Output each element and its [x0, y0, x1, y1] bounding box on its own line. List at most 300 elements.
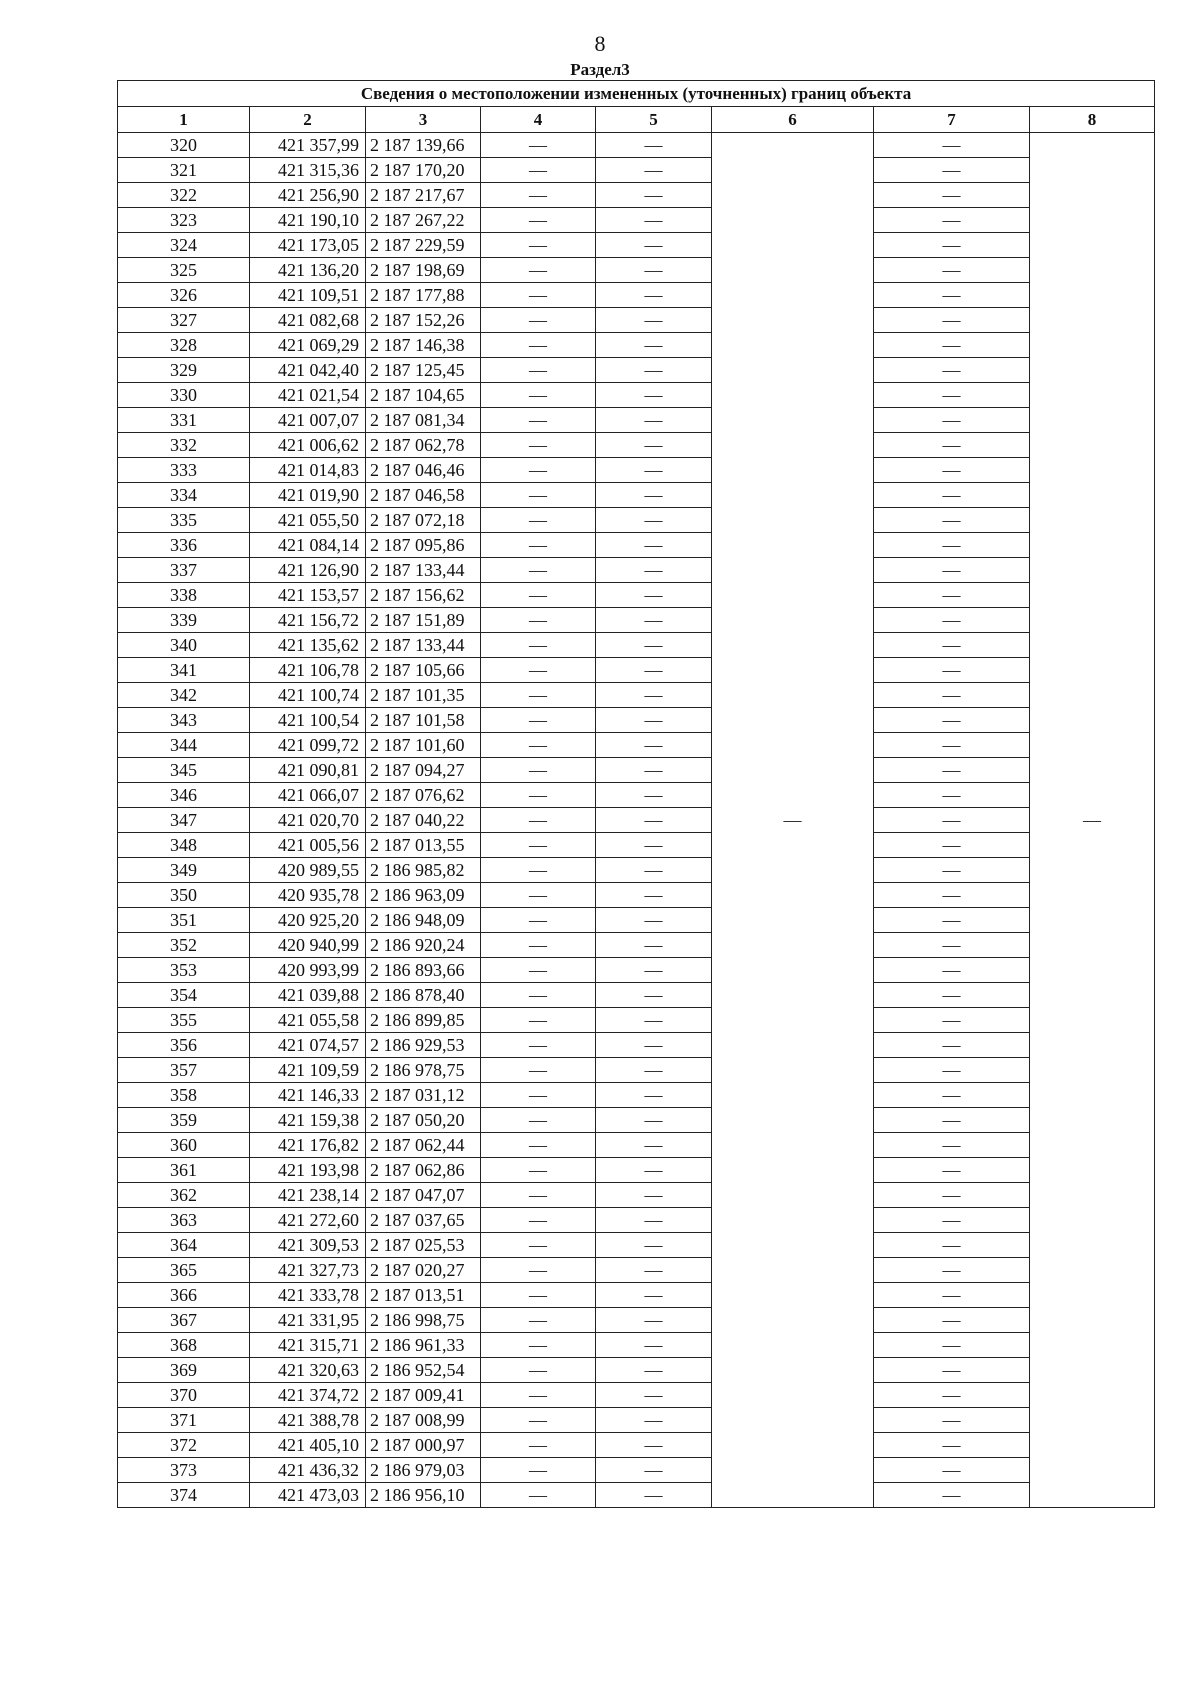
- column-5-dash-cell: —: [596, 683, 712, 708]
- point-number-cell: 351: [118, 908, 250, 933]
- column-7-dash-cell: —: [874, 733, 1030, 758]
- column-header: 7: [874, 107, 1030, 133]
- column-header: 2: [250, 107, 366, 133]
- column-4-dash-cell: —: [481, 1308, 596, 1333]
- point-number-cell: 362: [118, 1183, 250, 1208]
- y-coordinate-cell: 2 187 020,27: [366, 1258, 481, 1283]
- column-5-dash-cell: —: [596, 733, 712, 758]
- y-coordinate-cell: 2 187 008,99: [366, 1408, 481, 1433]
- column-5-dash-cell: —: [596, 908, 712, 933]
- column-4-dash-cell: —: [481, 1333, 596, 1358]
- column-5-dash-cell: —: [596, 183, 712, 208]
- column-5-dash-cell: —: [596, 708, 712, 733]
- column-7-dash-cell: —: [874, 908, 1030, 933]
- x-coordinate-cell: 421 014,83: [250, 458, 366, 483]
- table-row: [118, 1233, 1155, 1258]
- y-coordinate-cell: 2 186 963,09: [366, 883, 481, 908]
- column-7-dash-cell: —: [874, 433, 1030, 458]
- x-coordinate-cell: 421 019,90: [250, 483, 366, 508]
- x-coordinate-cell: 421 005,56: [250, 833, 366, 858]
- column-5-dash-cell: —: [596, 1333, 712, 1358]
- y-coordinate-cell: 2 187 046,46: [366, 458, 481, 483]
- table-row: [118, 1433, 1155, 1458]
- x-coordinate-cell: 421 021,54: [250, 383, 366, 408]
- column-4-dash-cell: —: [481, 733, 596, 758]
- x-coordinate-cell: 421 156,72: [250, 608, 366, 633]
- column-4-dash-cell: —: [481, 658, 596, 683]
- column-4-dash-cell: —: [481, 383, 596, 408]
- column-4-dash-cell: —: [481, 1383, 596, 1408]
- point-number-cell: 338: [118, 583, 250, 608]
- point-number-cell: 323: [118, 208, 250, 233]
- x-coordinate-cell: 421 388,78: [250, 1408, 366, 1433]
- y-coordinate-cell: 2 187 040,22: [366, 808, 481, 833]
- column-4-dash-cell: —: [481, 1258, 596, 1283]
- point-number-cell: 343: [118, 708, 250, 733]
- column-4-dash-cell: —: [481, 1133, 596, 1158]
- x-coordinate-cell: 421 055,58: [250, 1008, 366, 1033]
- column-4-dash-cell: —: [481, 958, 596, 983]
- point-number-cell: 374: [118, 1483, 250, 1508]
- column-5-dash-cell: —: [596, 983, 712, 1008]
- column-6-merged-cell: —: [712, 133, 874, 1508]
- column-7-dash-cell: —: [874, 1083, 1030, 1108]
- y-coordinate-cell: 2 186 978,75: [366, 1058, 481, 1083]
- table-row: [118, 1283, 1155, 1308]
- column-7-dash-cell: —: [874, 933, 1030, 958]
- y-coordinate-cell: 2 186 878,40: [366, 983, 481, 1008]
- column-5-dash-cell: —: [596, 1108, 712, 1133]
- table-row: [118, 408, 1155, 433]
- table-row: [118, 533, 1155, 558]
- column-5-dash-cell: —: [596, 483, 712, 508]
- point-number-cell: 346: [118, 783, 250, 808]
- table-row: [118, 258, 1155, 283]
- column-4-dash-cell: —: [481, 1233, 596, 1258]
- column-7-dash-cell: —: [874, 208, 1030, 233]
- column-5-dash-cell: —: [596, 233, 712, 258]
- y-coordinate-cell: 2 186 948,09: [366, 908, 481, 933]
- column-7-dash-cell: —: [874, 1383, 1030, 1408]
- point-number-cell: 360: [118, 1133, 250, 1158]
- column-7-dash-cell: —: [874, 1333, 1030, 1358]
- column-4-dash-cell: —: [481, 583, 596, 608]
- y-coordinate-cell: 2 187 133,44: [366, 633, 481, 658]
- column-4-dash-cell: —: [481, 408, 596, 433]
- column-5-dash-cell: —: [596, 658, 712, 683]
- x-coordinate-cell: 421 084,14: [250, 533, 366, 558]
- column-7-dash-cell: —: [874, 1183, 1030, 1208]
- column-7-dash-cell: —: [874, 983, 1030, 1008]
- table-row: [118, 308, 1155, 333]
- column-7-dash-cell: —: [874, 858, 1030, 883]
- column-7-dash-cell: —: [874, 358, 1030, 383]
- table-row: [118, 983, 1155, 1008]
- column-7-dash-cell: —: [874, 233, 1030, 258]
- point-number-cell: 322: [118, 183, 250, 208]
- table-row: [118, 1158, 1155, 1183]
- point-number-cell: 359: [118, 1108, 250, 1133]
- point-number-cell: 352: [118, 933, 250, 958]
- y-coordinate-cell: 2 186 899,85: [366, 1008, 481, 1033]
- x-coordinate-cell: 421 272,60: [250, 1208, 366, 1233]
- table-row: [118, 1458, 1155, 1483]
- column-5-dash-cell: —: [596, 1283, 712, 1308]
- table-row: [118, 1258, 1155, 1283]
- x-coordinate-cell: 421 357,99: [250, 133, 366, 158]
- column-7-dash-cell: —: [874, 1208, 1030, 1233]
- column-7-dash-cell: —: [874, 308, 1030, 333]
- y-coordinate-cell: 2 187 146,38: [366, 333, 481, 358]
- column-4-dash-cell: —: [481, 1083, 596, 1108]
- column-4-dash-cell: —: [481, 283, 596, 308]
- column-5-dash-cell: —: [596, 858, 712, 883]
- column-4-dash-cell: —: [481, 1458, 596, 1483]
- x-coordinate-cell: 421 315,71: [250, 1333, 366, 1358]
- x-coordinate-cell: 421 436,32: [250, 1458, 366, 1483]
- column-5-dash-cell: —: [596, 508, 712, 533]
- x-coordinate-cell: 421 190,10: [250, 208, 366, 233]
- x-coordinate-cell: 421 020,70: [250, 808, 366, 833]
- column-5-dash-cell: —: [596, 1083, 712, 1108]
- x-coordinate-cell: 421 327,73: [250, 1258, 366, 1283]
- table-row: [118, 633, 1155, 658]
- y-coordinate-cell: 2 187 062,44: [366, 1133, 481, 1158]
- point-number-cell: 363: [118, 1208, 250, 1233]
- column-4-dash-cell: —: [481, 233, 596, 258]
- table-row: [118, 158, 1155, 183]
- column-7-dash-cell: —: [874, 583, 1030, 608]
- table-row: [118, 458, 1155, 483]
- column-5-dash-cell: —: [596, 1208, 712, 1233]
- y-coordinate-cell: 2 187 062,86: [366, 1158, 481, 1183]
- column-4-dash-cell: —: [481, 608, 596, 633]
- column-5-dash-cell: —: [596, 158, 712, 183]
- y-coordinate-cell: 2 186 929,53: [366, 1033, 481, 1058]
- y-coordinate-cell: 2 187 151,89: [366, 608, 481, 633]
- table-row: [118, 1383, 1155, 1408]
- table-row: [118, 1333, 1155, 1358]
- column-5-dash-cell: —: [596, 758, 712, 783]
- x-coordinate-cell: 421 135,62: [250, 633, 366, 658]
- x-coordinate-cell: 421 066,07: [250, 783, 366, 808]
- point-number-cell: 333: [118, 458, 250, 483]
- point-number-cell: 321: [118, 158, 250, 183]
- y-coordinate-cell: 2 187 047,07: [366, 1183, 481, 1208]
- x-coordinate-cell: 421 238,14: [250, 1183, 366, 1208]
- column-7-dash-cell: —: [874, 1283, 1030, 1308]
- column-4-dash-cell: —: [481, 683, 596, 708]
- column-7-dash-cell: —: [874, 708, 1030, 733]
- column-header: 1: [118, 107, 250, 133]
- column-4-dash-cell: —: [481, 783, 596, 808]
- x-coordinate-cell: 421 173,05: [250, 233, 366, 258]
- column-4-dash-cell: —: [481, 483, 596, 508]
- point-number-cell: 328: [118, 333, 250, 358]
- column-5-dash-cell: —: [596, 1258, 712, 1283]
- column-7-dash-cell: —: [874, 1483, 1030, 1508]
- y-coordinate-cell: 2 187 104,65: [366, 383, 481, 408]
- column-4-dash-cell: —: [481, 1358, 596, 1383]
- column-4-dash-cell: —: [481, 508, 596, 533]
- column-5-dash-cell: —: [596, 333, 712, 358]
- column-7-dash-cell: —: [874, 958, 1030, 983]
- table-row: [118, 358, 1155, 383]
- y-coordinate-cell: 2 187 229,59: [366, 233, 481, 258]
- table-row: [118, 733, 1155, 758]
- column-4-dash-cell: —: [481, 1283, 596, 1308]
- column-4-dash-cell: —: [481, 858, 596, 883]
- y-coordinate-cell: 2 187 177,88: [366, 283, 481, 308]
- column-5-dash-cell: —: [596, 1008, 712, 1033]
- column-7-dash-cell: —: [874, 1433, 1030, 1458]
- point-number-cell: 342: [118, 683, 250, 708]
- point-number-cell: 320: [118, 133, 250, 158]
- table-row: [118, 658, 1155, 683]
- column-5-dash-cell: —: [596, 283, 712, 308]
- table-row: [118, 933, 1155, 958]
- column-4-dash-cell: —: [481, 1208, 596, 1233]
- point-number-cell: 354: [118, 983, 250, 1008]
- column-5-dash-cell: —: [596, 783, 712, 808]
- point-number-cell: 326: [118, 283, 250, 308]
- column-4-dash-cell: —: [481, 758, 596, 783]
- x-coordinate-cell: 420 940,99: [250, 933, 366, 958]
- column-7-dash-cell: —: [874, 1358, 1030, 1383]
- x-coordinate-cell: 421 106,78: [250, 658, 366, 683]
- point-number-cell: 356: [118, 1033, 250, 1058]
- y-coordinate-cell: 2 187 125,45: [366, 358, 481, 383]
- column-5-dash-cell: —: [596, 883, 712, 908]
- y-coordinate-cell: 2 187 031,12: [366, 1083, 481, 1108]
- y-coordinate-cell: 2 187 081,34: [366, 408, 481, 433]
- column-5-dash-cell: —: [596, 1058, 712, 1083]
- point-number-cell: 340: [118, 633, 250, 658]
- column-7-dash-cell: —: [874, 1008, 1030, 1033]
- column-7-dash-cell: —: [874, 1233, 1030, 1258]
- x-coordinate-cell: 421 256,90: [250, 183, 366, 208]
- column-4-dash-cell: —: [481, 333, 596, 358]
- column-4-dash-cell: —: [481, 533, 596, 558]
- point-number-cell: 365: [118, 1258, 250, 1283]
- column-header: 5: [596, 107, 712, 133]
- column-4-dash-cell: —: [481, 183, 596, 208]
- y-coordinate-cell: 2 186 952,54: [366, 1358, 481, 1383]
- point-number-cell: 345: [118, 758, 250, 783]
- table-row: [118, 1033, 1155, 1058]
- point-number-cell: 335: [118, 508, 250, 533]
- point-number-cell: 331: [118, 408, 250, 433]
- x-coordinate-cell: 421 055,50: [250, 508, 366, 533]
- point-number-cell: 324: [118, 233, 250, 258]
- column-5-dash-cell: —: [596, 558, 712, 583]
- x-coordinate-cell: 420 989,55: [250, 858, 366, 883]
- point-number-cell: 353: [118, 958, 250, 983]
- column-4-dash-cell: —: [481, 933, 596, 958]
- column-header: 6: [712, 107, 874, 133]
- table-row: [118, 1108, 1155, 1133]
- y-coordinate-cell: 2 187 025,53: [366, 1233, 481, 1258]
- column-5-dash-cell: —: [596, 208, 712, 233]
- y-coordinate-cell: 2 187 152,26: [366, 308, 481, 333]
- x-coordinate-cell: 421 405,10: [250, 1433, 366, 1458]
- column-4-dash-cell: —: [481, 158, 596, 183]
- y-coordinate-cell: 2 186 920,24: [366, 933, 481, 958]
- x-coordinate-cell: 421 109,51: [250, 283, 366, 308]
- column-5-dash-cell: —: [596, 1483, 712, 1508]
- column-4-dash-cell: —: [481, 1008, 596, 1033]
- x-coordinate-cell: 421 193,98: [250, 1158, 366, 1183]
- column-7-dash-cell: —: [874, 408, 1030, 433]
- boundary-coordinates-table: [117, 80, 1155, 1508]
- point-number-cell: 364: [118, 1233, 250, 1258]
- point-number-cell: 371: [118, 1408, 250, 1433]
- column-7-dash-cell: —: [874, 633, 1030, 658]
- point-number-cell: 367: [118, 1308, 250, 1333]
- y-coordinate-cell: 2 187 094,27: [366, 758, 481, 783]
- column-4-dash-cell: —: [481, 208, 596, 233]
- y-coordinate-cell: 2 187 105,66: [366, 658, 481, 683]
- column-5-dash-cell: —: [596, 1408, 712, 1433]
- point-number-cell: 339: [118, 608, 250, 633]
- column-7-dash-cell: —: [874, 608, 1030, 633]
- table-row: [118, 1058, 1155, 1083]
- column-4-dash-cell: —: [481, 458, 596, 483]
- y-coordinate-cell: 2 187 072,18: [366, 508, 481, 533]
- column-7-dash-cell: —: [874, 1308, 1030, 1333]
- x-coordinate-cell: 421 374,72: [250, 1383, 366, 1408]
- column-7-dash-cell: —: [874, 1158, 1030, 1183]
- table-row: [118, 1408, 1155, 1433]
- column-7-dash-cell: —: [874, 1133, 1030, 1158]
- table-row: [118, 433, 1155, 458]
- column-4-dash-cell: —: [481, 558, 596, 583]
- column-4-dash-cell: —: [481, 908, 596, 933]
- x-coordinate-cell: 421 007,07: [250, 408, 366, 433]
- table-row: [118, 708, 1155, 733]
- column-4-dash-cell: —: [481, 1158, 596, 1183]
- table-row: [118, 233, 1155, 258]
- column-4-dash-cell: —: [481, 1408, 596, 1433]
- column-4-dash-cell: —: [481, 258, 596, 283]
- table-row: [118, 133, 1155, 158]
- table-row: [118, 683, 1155, 708]
- point-number-cell: 341: [118, 658, 250, 683]
- point-number-cell: 334: [118, 483, 250, 508]
- column-7-dash-cell: —: [874, 383, 1030, 408]
- y-coordinate-cell: 2 187 013,55: [366, 833, 481, 858]
- column-5-dash-cell: —: [596, 583, 712, 608]
- table-row: [118, 1208, 1155, 1233]
- table-row: [118, 1008, 1155, 1033]
- column-7-dash-cell: —: [874, 283, 1030, 308]
- x-coordinate-cell: 421 146,33: [250, 1083, 366, 1108]
- table-row: [118, 908, 1155, 933]
- x-coordinate-cell: 421 136,20: [250, 258, 366, 283]
- column-4-dash-cell: —: [481, 833, 596, 858]
- table-row: [118, 858, 1155, 883]
- column-7-dash-cell: —: [874, 1108, 1030, 1133]
- y-coordinate-cell: 2 187 198,69: [366, 258, 481, 283]
- x-coordinate-cell: 421 069,29: [250, 333, 366, 358]
- x-coordinate-cell: 421 082,68: [250, 308, 366, 333]
- table-row: [118, 958, 1155, 983]
- y-coordinate-cell: 2 186 893,66: [366, 958, 481, 983]
- y-coordinate-cell: 2 187 101,60: [366, 733, 481, 758]
- table-row: [118, 483, 1155, 508]
- column-4-dash-cell: —: [481, 1058, 596, 1083]
- column-4-dash-cell: —: [481, 983, 596, 1008]
- table-caption: Сведения о местоположении измененных (уточненных) границ объекта: [118, 81, 1155, 107]
- point-number-cell: 358: [118, 1083, 250, 1108]
- x-coordinate-cell: 421 099,72: [250, 733, 366, 758]
- column-5-dash-cell: —: [596, 1433, 712, 1458]
- column-5-dash-cell: —: [596, 133, 712, 158]
- column-7-dash-cell: —: [874, 258, 1030, 283]
- x-coordinate-cell: 421 159,38: [250, 1108, 366, 1133]
- table-row: [118, 1358, 1155, 1383]
- y-coordinate-cell: 2 187 133,44: [366, 558, 481, 583]
- point-number-cell: 348: [118, 833, 250, 858]
- column-4-dash-cell: —: [481, 883, 596, 908]
- column-5-dash-cell: —: [596, 1233, 712, 1258]
- column-7-dash-cell: —: [874, 658, 1030, 683]
- page-number: 8: [594, 31, 606, 56]
- point-number-cell: 329: [118, 358, 250, 383]
- column-5-dash-cell: —: [596, 958, 712, 983]
- column-5-dash-cell: —: [596, 633, 712, 658]
- column-5-dash-cell: —: [596, 833, 712, 858]
- x-coordinate-cell: 421 153,57: [250, 583, 366, 608]
- point-number-cell: 372: [118, 1433, 250, 1458]
- column-4-dash-cell: —: [481, 1183, 596, 1208]
- y-coordinate-cell: 2 187 076,62: [366, 783, 481, 808]
- column-5-dash-cell: —: [596, 1158, 712, 1183]
- y-coordinate-cell: 2 186 985,82: [366, 858, 481, 883]
- x-coordinate-cell: 420 925,20: [250, 908, 366, 933]
- column-7-dash-cell: —: [874, 1458, 1030, 1483]
- column-5-dash-cell: —: [596, 1308, 712, 1333]
- column-5-dash-cell: —: [596, 1033, 712, 1058]
- point-number-cell: 327: [118, 308, 250, 333]
- table-row: [118, 608, 1155, 633]
- column-7-dash-cell: —: [874, 783, 1030, 808]
- column-header: 3: [366, 107, 481, 133]
- x-coordinate-cell: 421 100,74: [250, 683, 366, 708]
- point-number-cell: 349: [118, 858, 250, 883]
- table-header-row: [118, 107, 1155, 133]
- point-number-cell: 325: [118, 258, 250, 283]
- column-5-dash-cell: —: [596, 608, 712, 633]
- column-4-dash-cell: —: [481, 133, 596, 158]
- y-coordinate-cell: 2 187 046,58: [366, 483, 481, 508]
- x-coordinate-cell: 420 993,99: [250, 958, 366, 983]
- column-7-dash-cell: —: [874, 483, 1030, 508]
- column-5-dash-cell: —: [596, 308, 712, 333]
- column-7-dash-cell: —: [874, 558, 1030, 583]
- y-coordinate-cell: 2 187 101,35: [366, 683, 481, 708]
- column-4-dash-cell: —: [481, 1108, 596, 1133]
- point-number-cell: 332: [118, 433, 250, 458]
- table-row: [118, 183, 1155, 208]
- column-5-dash-cell: —: [596, 458, 712, 483]
- y-coordinate-cell: 2 186 979,03: [366, 1458, 481, 1483]
- y-coordinate-cell: 2 186 998,75: [366, 1308, 481, 1333]
- table-row: [118, 558, 1155, 583]
- x-coordinate-cell: 421 320,63: [250, 1358, 366, 1383]
- y-coordinate-cell: 2 186 961,33: [366, 1333, 481, 1358]
- column-4-dash-cell: —: [481, 1483, 596, 1508]
